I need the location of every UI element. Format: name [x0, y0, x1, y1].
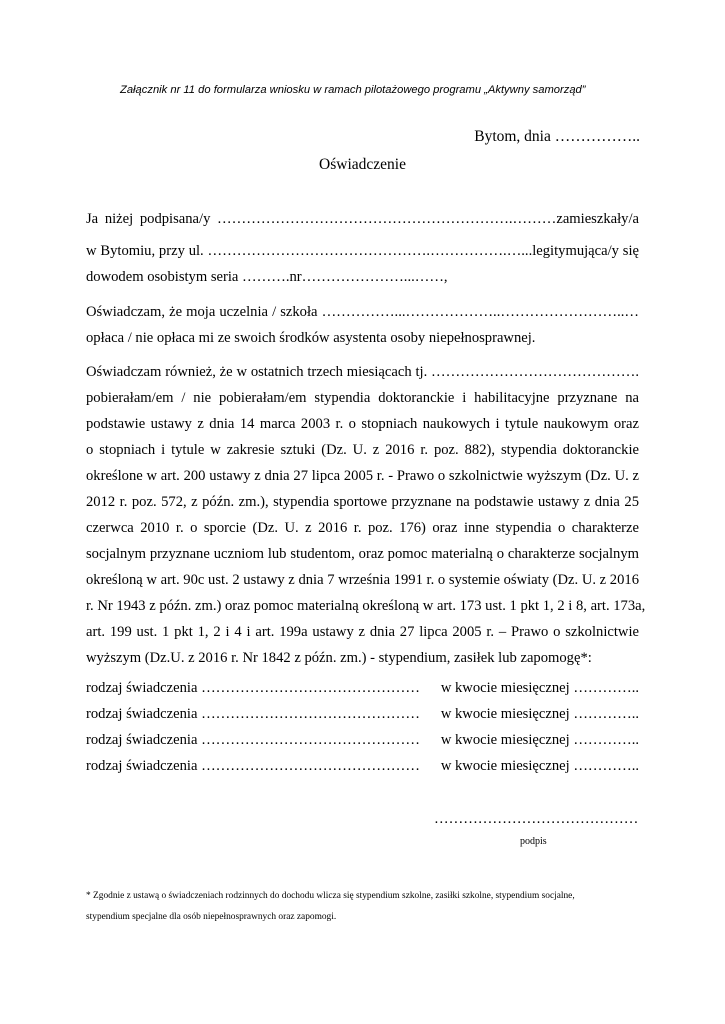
attachment-note: Załącznik nr 11 do formularza wniosku w ramach pilotażowego programu „Aktywny samorząd”: [120, 84, 586, 96]
school-statement: [86, 299, 639, 351]
benefit-amount-field: w kwocie miesięcznej …………..: [440, 680, 639, 696]
scholarship-line: określone w art. 200 ustawy z dnia 27 lipca 2005 r. - Prawo o szkolnictwie wyższym (Dz. U. z: [86, 468, 639, 484]
scholarship-line: czerwca 2010 r. o sporcie (Dz. U. z 2016 r. poz. 176) oraz inne stypendia o charakterze: [86, 520, 639, 536]
scholarship-line: o stopniach i tytule w zakresie sztuki (Dz. U. z 2016 r. poz. 882), stypendia doktoranckie: [86, 442, 639, 458]
benefit-amount-field: w kwocie miesięcznej …………..: [440, 706, 639, 722]
signature-label: podpis: [520, 836, 547, 847]
scholarship-line: podstawie ustawy z dnia 14 marca 2003 r. o stopniach naukowych i tytule naukowym oraz: [86, 416, 639, 432]
scholarship-line: r. Nr 1943 z późn. zm.) oraz pomoc materialną określoną w art. 173 ust. 1 pkt 1, 2 i 8, art. 173a,: [86, 598, 646, 614]
place-date: Bytom, dnia ……………..: [474, 128, 640, 145]
footnote-line: stypendium specjalne dla osób niepełnosprawnych oraz zapomogi.: [86, 912, 337, 922]
benefit-type-field: rodzaj świadczenia ………………………………………: [86, 680, 420, 696]
declarant-line: w Bytomiu, przy ul. ……………………………………….…………….…...legitymująca/y się: [86, 243, 639, 259]
footnote-line: * Zgodnie z ustawą o świadczeniach rodzinnych do dochodu wlicza się stypendium szkolne, zasiłki szkolne, stypendium socjalne,: [86, 891, 575, 901]
benefit-row: [86, 753, 639, 779]
benefit-amount-field: w kwocie miesięcznej …………..: [440, 732, 639, 748]
benefit-amount-field: w kwocie miesięcznej …………..: [440, 758, 639, 774]
declarant-paragraph: [86, 206, 639, 290]
declarant-line: dowodem osobistym seria ……….nr…………………...……,: [86, 269, 448, 285]
scholarship-line: wyższym (Dz.U. z 2016 r. Nr 1842 z późn. zm.) - stypendium, zasiłek lub zapomogę*:: [86, 650, 592, 666]
school-statement-line: opłaca / nie opłaca mi ze swoich środków asystenta osoby niepełnosprawnej.: [86, 330, 536, 346]
benefit-type-field: rodzaj świadczenia ………………………………………: [86, 732, 420, 748]
benefit-row: [86, 675, 639, 701]
benefits-list: [86, 675, 639, 779]
document-title: Oświadczenie: [319, 156, 406, 173]
benefit-type-field: rodzaj świadczenia ………………………………………: [86, 706, 420, 722]
benefit-type-field: rodzaj świadczenia ………………………………………: [86, 758, 420, 774]
scholarship-statement: [86, 359, 646, 671]
scholarship-line: Oświadczam również, że w ostatnich trzech miesiącach tj. …………………………………….: [86, 364, 639, 380]
scholarship-line: socjalnym przyznane uczniom lub studentom, oraz pomoc materialną o charakterze socjalnym: [86, 546, 639, 562]
scholarship-line: określoną w art. 90c ust. 2 ustawy z dnia 7 września 1991 r. o systemie oświaty (Dz. U. z 2016: [86, 572, 639, 588]
benefit-row: [86, 701, 639, 727]
footnote: [86, 886, 646, 928]
benefit-row: [86, 727, 639, 753]
declarant-line: Ja niżej podpisana/y …………………………………………………….………zamieszkały/a: [86, 211, 639, 227]
school-statement-line: Oświadczam, że moja uczelnia / szkoła ……………...………………..……………………..…: [86, 304, 639, 320]
signature-line: ……………………………………: [434, 811, 639, 827]
scholarship-line: art. 199 ust. 1 pkt 1, 2 i 4 i art. 199a ustawy z dnia 27 lipca 2005 r. – Prawo o szkolnictwie: [86, 624, 639, 640]
scholarship-line: pobierałam/em / nie pobierałam/em stypendia doktoranckie i habilitacyjne przyznane na: [86, 390, 639, 406]
scholarship-line: 2012 r. poz. 572, z późn. zm.), stypendia sportowe przyznane na podstawie ustawy z dnia 25: [86, 494, 639, 510]
